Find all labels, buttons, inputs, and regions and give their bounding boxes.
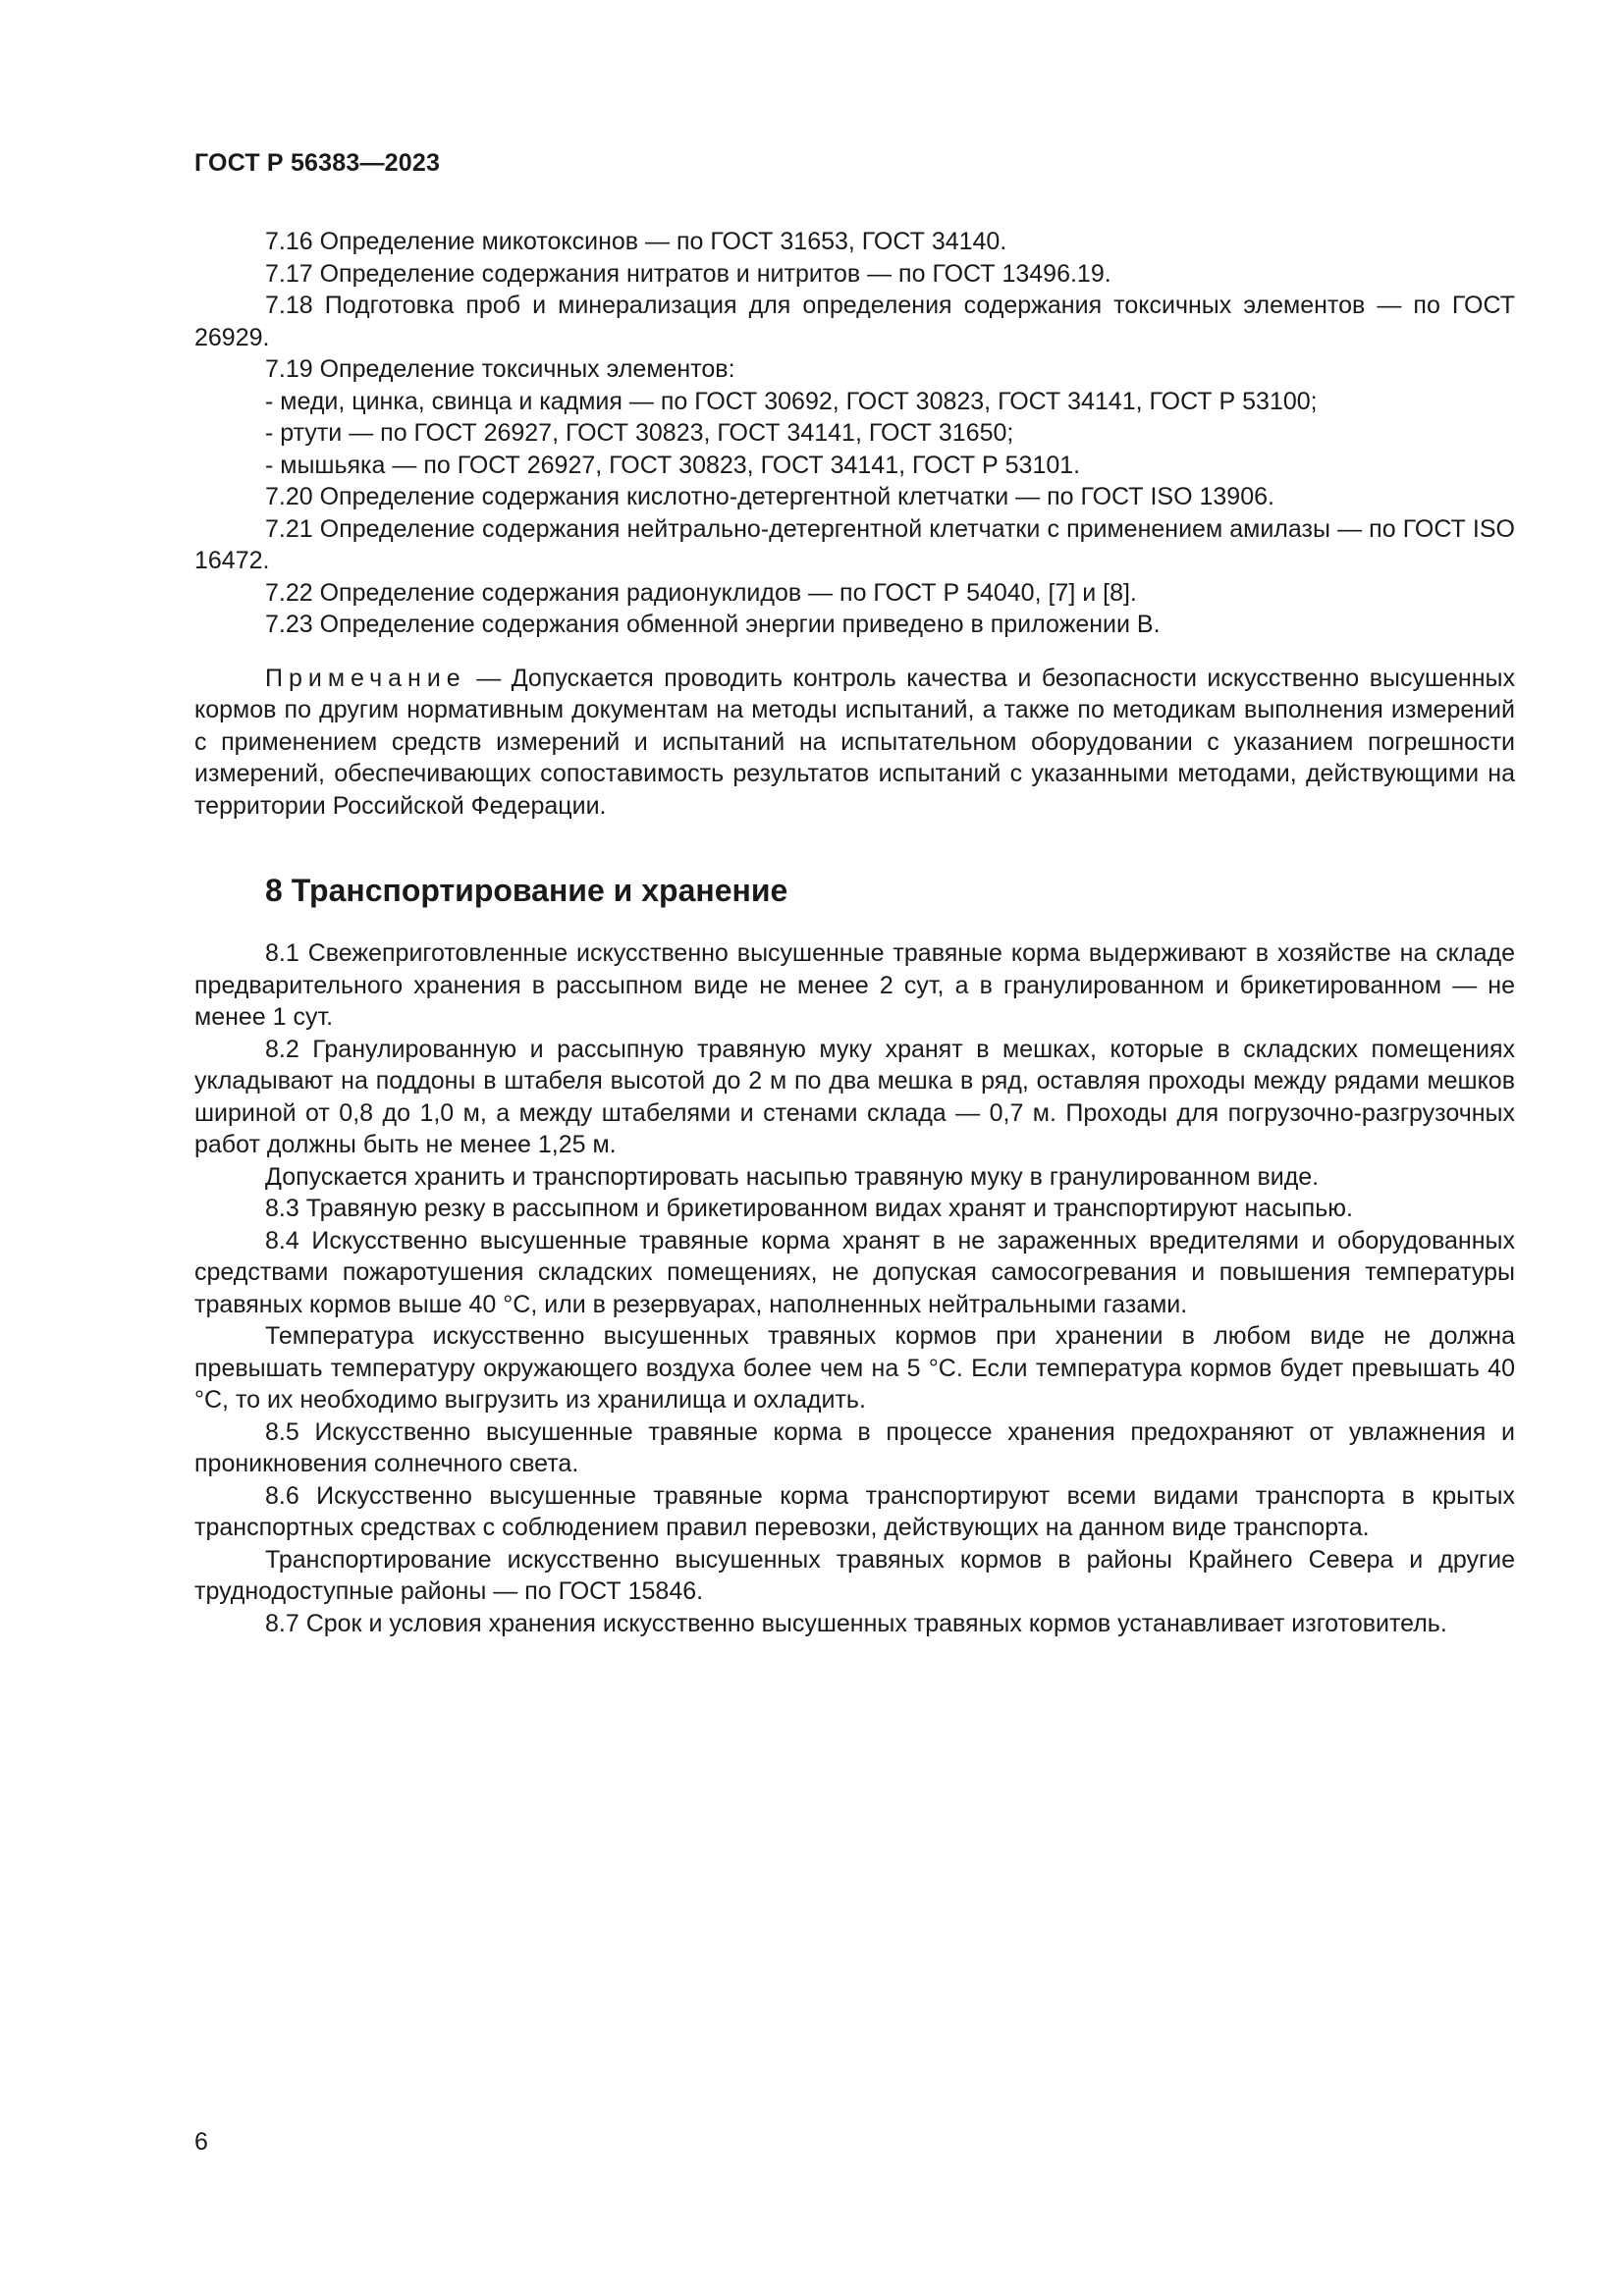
clause-7-23: 7.23 Определение содержания обменной энергии приведено в приложении В. [265, 611, 1161, 638]
clause-8-3: 8.3 Травяную резку в рассыпном и брикетированном видах хранят и транспортируют насыпью. [265, 1195, 1353, 1222]
clause-8-2-extra: Допускается хранить и транспортировать насыпью травяную муку в гранулированном виде. [265, 1162, 1320, 1191]
section-8-title: 8 Транспортирование и хранение [265, 873, 788, 908]
clause-7-19: 7.19 Определение токсичных элементов: [265, 355, 735, 383]
clause-7-17: 7.17 Определение содержания нитратов и нитритов — по ГОСТ 13496.19. [265, 259, 1111, 288]
list-item: - ртути — по ГОСТ 26927, ГОСТ 30823, ГОСТ 34141, ГОСТ 31650; [265, 419, 1014, 447]
clause-7-18: 7.18 Подготовка проб и минерализация для определения содержания токсичных элементов — по ГОСТ 26929. [194, 292, 1515, 351]
clause-8-4: 8.4 Искусственно высушенные травяные корма хранят в не зараженных вредителями и оборудованных средствами пожаротушения складских помещениях, не допуская самосогревания и повышения температуры травяных кормов выше 40 °С, или в резервуарах, наполненных нейтральными газами. [194, 1226, 1515, 1318]
clause-7-20: 7.20 Определение содержания кислотно-детергентной клетчатки — по ГОСТ ISO 13906. [265, 483, 1274, 510]
list-item: - меди, цинка, свинца и кадмия — по ГОСТ 30692, ГОСТ 30823, ГОСТ 34141, ГОСТ Р 53100; [265, 387, 1318, 415]
clause-7-22: 7.22 Определение содержания радионуклидов — по ГОСТ Р 54040, [7] и [8]. [265, 578, 1137, 607]
clause-8-7: 8.7 Срок и условия хранения искусственно высушенных травяных кормов устанавливает изготовитель. [265, 1609, 1447, 1637]
note-label: Примечание [265, 664, 466, 692]
clause-8-5: 8.5 Искусственно высушенные травяные корма в процессе хранения предохраняют от увлажнения и проникновения солнечного света. [194, 1417, 1515, 1477]
clause-7-21: 7.21 Определение содержания нейтрально-детергентной клетчатки с применением амилазы — по ГОСТ ISO 16472. [194, 514, 1515, 574]
clause-8-6: 8.6 Искусственно высушенные травяные корма транспортируют всеми видами транспорта в крытых транспортных средствах с соблюдением правил перевозки, действующих на данном виде транспорта. [194, 1481, 1515, 1541]
clause-8-2: 8.2 Гранулированную и рассыпную травяную муку хранят в мешках, которые в складских помещениях укладывают на поддоны в штабеля высотой до 2 м по два мешка в ряд, оставляя проходы между рядами мешков шириной от 0,8 до 1,0 м, а между штабелями и стенами склада — 0,7 м. Проходы для погрузочно-разгрузочных работ должны быть не менее 1,25 м. [194, 1035, 1515, 1158]
clause-8-1: 8.1 Свежеприготовленные искусственно высушенные травяные корма выдерживают в хозяйстве на складе предварительного хранения в рассыпном виде не менее 2 сут, а в гранулированном и брикетированном — не менее 1 сут. [194, 939, 1515, 1031]
page-number: 6 [194, 2128, 208, 2156]
clause-7-16: 7.16 Определение микотоксинов — по ГОСТ 31653, ГОСТ 34140. [265, 228, 1007, 255]
clause-8-6-extra: Транспортирование искусственно высушенных травяных кормов в районы Крайнего Севера и другие труднодоступные районы — по ГОСТ 15846. [194, 1545, 1515, 1605]
note-text: — Допускается проводить контроль качества и безопасности искусственно высушенных кормов по другим нормативным документам на методы испытаний, а также по методикам выполнения измерений с применением средств измерений и испытаний на испытательном оборудовании с указанием погрешности измерений, обеспечивающих сопоставимость результатов испытаний с указанными методами, действующими на территории Российской Федерации. [194, 664, 1515, 820]
clause-8-4-extra: Температура искусственно высушенных травяных кормов при хранении в любом виде не должна превышать температуру окружающего воздуха более чем на 5 °С. Если температура кормов будет превышать 40 °С, то их необходимо выгрузить из хранилища и охладить. [194, 1322, 1515, 1414]
list-item: - мышьяка — по ГОСТ 26927, ГОСТ 30823, ГОСТ 34141, ГОСТ Р 53101. [265, 451, 1081, 479]
standard-header: ГОСТ Р 56383—2023 [194, 149, 441, 177]
note-paragraph [194, 663, 1515, 823]
page-content [194, 226, 1515, 1639]
